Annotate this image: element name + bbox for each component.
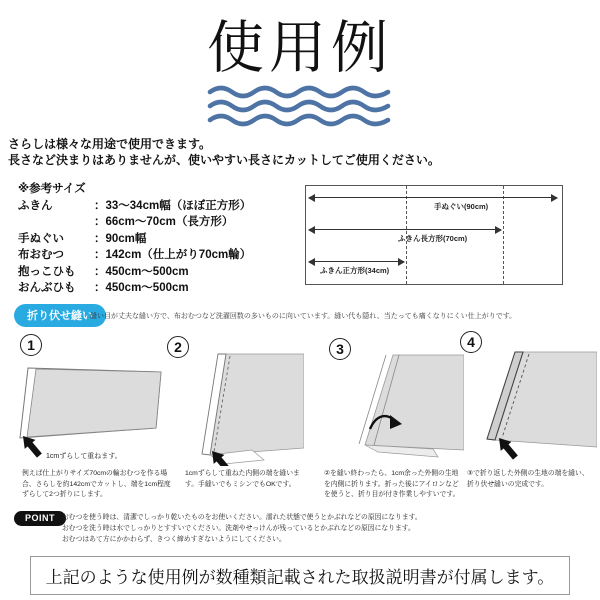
size-value: ：142cm（仕上がり70cm輪） [94, 249, 252, 261]
page-title: 使用例 [207, 15, 393, 81]
dimension-label-tenugui: 手ぬぐい(90cm) [434, 202, 489, 211]
reference-sizes [18, 181, 251, 297]
size-label: 布おむつ [18, 249, 64, 261]
cloth-top-layer [27, 369, 161, 437]
size-row [18, 198, 251, 215]
dimension-arrow-tenugui [309, 197, 557, 198]
size-row [18, 231, 251, 248]
intro-line-1: さらしは様々な用途で使用できます。 [8, 137, 212, 151]
size-row [18, 280, 251, 297]
step-number-3: 3 [329, 338, 351, 360]
cut-line-dashed [503, 186, 504, 284]
step1-illustration [12, 360, 164, 460]
step2-illustration [178, 352, 304, 466]
step3-caption: ②を縫い終わったら、1cm余った外側の生地を内側に折ります。折った後にアイロンなどを使うと、折り目が付き作業しやすいです。 [324, 470, 460, 499]
step1-note: 1cmずらして重ねます。 [46, 453, 122, 460]
dimension-label-fukin-square: ふきん正方形(34cm) [320, 266, 390, 275]
step4-illustration [475, 350, 597, 464]
step-number-1: 1 [20, 334, 42, 356]
size-value: ：33〜34cm幅（ほぼ正方形） [94, 199, 252, 212]
size-label [18, 214, 94, 231]
intro-text [8, 136, 440, 168]
size-label: ふきん [18, 199, 53, 212]
point-badge: POINT [14, 511, 66, 526]
size-row [18, 264, 251, 281]
size-label: 手ぬぐい [18, 232, 64, 245]
step4-caption: ③で折り返した外側の生地の端を縫い、折り伏せ縫いの完成です。 [467, 470, 589, 488]
size-value: ：450cm〜500cm [94, 282, 189, 294]
cloth-shape [365, 355, 464, 450]
size-label: おんぶひも [18, 282, 76, 294]
dimension-label-fukin-rect: ふきん長方形(70cm) [398, 234, 468, 243]
sizes-heading: ※参考サイズ [18, 183, 86, 195]
size-row [18, 247, 251, 264]
wave-lines-icon [207, 84, 393, 130]
point-line-2: おむつを洗う時は水でしっかりとすすいでください。洗剤やせっけんが残っているとかぶれなどの原因になります。 [62, 525, 415, 533]
step3-illustration [338, 353, 464, 465]
size-value: ：66cm〜70cm（長方形） [94, 216, 234, 228]
size-diagram [305, 185, 563, 285]
point-line-1: おむつを使う時は、清潔でしっかり乾いたものをお使いください。濡れた状態で使うとかぶれなどの原因になります。 [62, 514, 422, 521]
size-label: 抱っこひも [18, 265, 76, 278]
step2-caption: 1cmずらして重ねた内側の端を縫います。手縫いでもミシンでもOKです。 [185, 470, 300, 488]
step-number-4: 4 [460, 331, 482, 353]
fold-seam-badge: 折り伏せ縫い [14, 304, 106, 327]
footer-notice-text: 上記のような使用例が数種類記載された取扱説明書が付属します。 [45, 568, 555, 587]
size-value: ：90cm幅 [94, 232, 147, 245]
size-row [18, 214, 251, 231]
step1-caption: 例えば仕上がりサイズ70cmの輪おむつを作る場合、さらしを約142cmでカットし、端を1cm程度ずらして2つ折りにします。 [22, 470, 171, 499]
point-notes [62, 512, 422, 546]
footer-notice [30, 556, 570, 595]
intro-line-2: 長さなど決まりはありませんが、使いやすい長さにカットしてご使用ください。 [8, 153, 440, 167]
step-number-2: 2 [167, 336, 189, 358]
dimension-arrow-fukin-rect [309, 229, 501, 230]
cloth-shape [210, 354, 304, 455]
size-value: ：450cm〜500cm [94, 265, 189, 278]
point-line-3: おむつはあて方にかかわらず、きつく締めすぎないようにしてください。 [62, 536, 286, 544]
dimension-arrow-fukin-square [309, 261, 404, 262]
fold-seam-description: 縫い目が丈夫な縫い方で、布おむつなど洗濯回数の多いものに向いています。縫い代も隠れ、当たっても痛くなりにくい仕上がりです。 [90, 313, 517, 320]
